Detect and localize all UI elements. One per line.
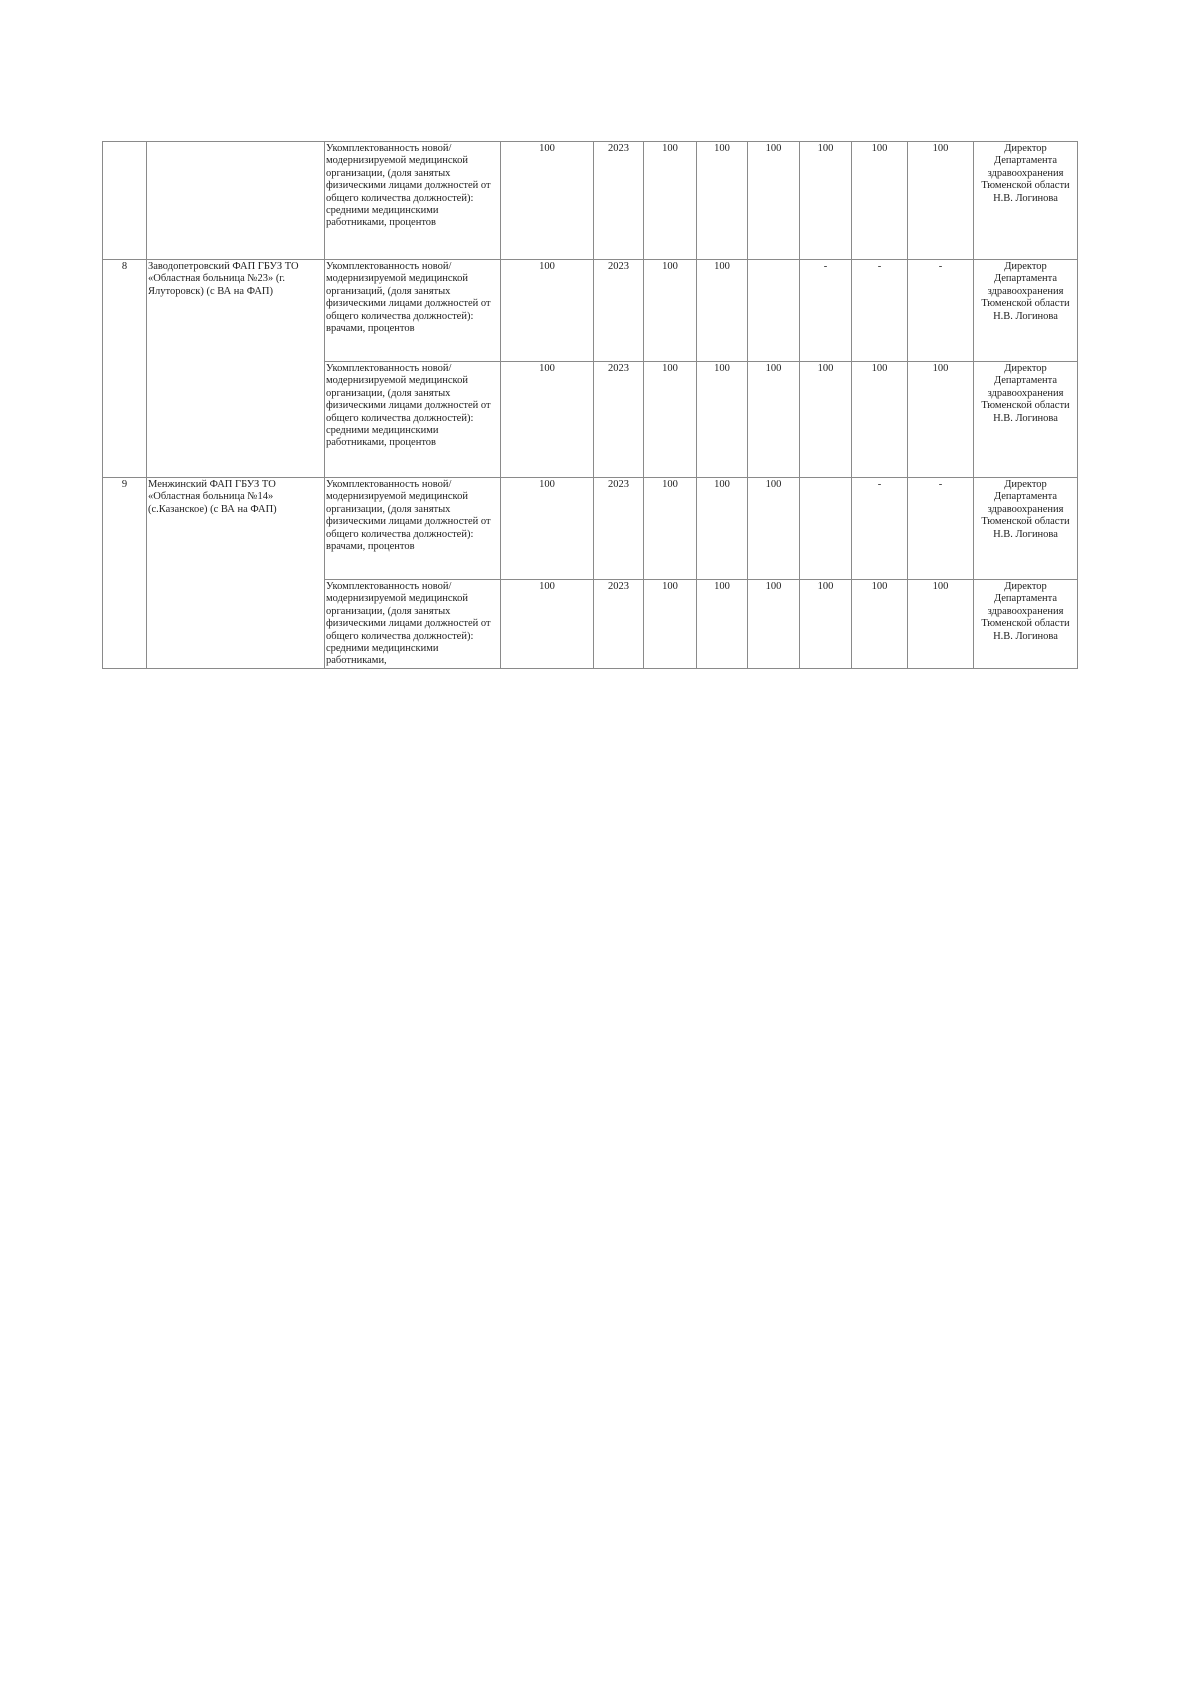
responsible-cell: Директор Департамента здравоохранения Тюменской области Н.В. Логинова	[974, 478, 1078, 580]
value-cell: 100	[908, 362, 974, 478]
responsible-cell: Директор Департамента здравоохранения Тюменской области Н.В. Логинова	[974, 260, 1078, 362]
base-value-cell: 100	[501, 142, 594, 260]
base-value-cell: 100	[501, 260, 594, 362]
value-cell: -	[852, 478, 908, 580]
responsible-cell: Директор Департамента здравоохранения Тюменской области Н.В. Логинова	[974, 362, 1078, 478]
value-cell: 100	[644, 142, 697, 260]
indicators-table	[102, 141, 1078, 669]
facility-name-cell: Заводопетровский ФАП ГБУЗ ТО «Областная больница №23» (г. Ялуторовск) (с ВА на ФАП)	[147, 260, 325, 478]
table-row	[103, 478, 1078, 580]
base-year-cell: 2023	[594, 580, 644, 669]
value-cell: 100	[748, 362, 800, 478]
indicator-cell: Укомплектованность новой/модернизируемой медицинской организации, (доля занятых физическими лицами должностей от общего количества должностей): врачами, процентов	[325, 478, 501, 580]
facility-name-cell: Менжинский ФАП ГБУЗ ТО «Областная больница №14» (с.Казанское) (с ВА на ФАП)	[147, 478, 325, 669]
value-cell: 100	[852, 580, 908, 669]
value-cell: 100	[697, 478, 748, 580]
value-cell: 100	[748, 580, 800, 669]
facility-name-cell	[147, 142, 325, 260]
value-cell: 100	[800, 580, 852, 669]
value-cell: 100	[644, 362, 697, 478]
base-value-cell: 100	[501, 362, 594, 478]
value-cell	[748, 260, 800, 362]
row-number-cell	[103, 142, 147, 260]
value-cell: 100	[852, 362, 908, 478]
value-cell: 100	[800, 362, 852, 478]
base-value-cell: 100	[501, 478, 594, 580]
value-cell: -	[800, 260, 852, 362]
value-cell: 100	[697, 142, 748, 260]
value-cell: 100	[748, 478, 800, 580]
value-cell: 100	[697, 260, 748, 362]
base-year-cell: 2023	[594, 260, 644, 362]
value-cell: 100	[800, 142, 852, 260]
value-cell: 100	[697, 362, 748, 478]
responsible-cell: Директор Департамента здравоохранения Тюменской области Н.В. Логинова	[974, 142, 1078, 260]
value-cell: 100	[908, 580, 974, 669]
responsible-cell: Директор Департамента здравоохранения Тюменской области Н.В. Логинова	[974, 580, 1078, 669]
base-year-cell: 2023	[594, 362, 644, 478]
value-cell: 100	[644, 580, 697, 669]
value-cell: 100	[852, 142, 908, 260]
value-cell	[800, 478, 852, 580]
row-number-cell: 8	[103, 260, 147, 478]
value-cell: 100	[697, 580, 748, 669]
indicator-cell: Укомплектованность новой/модернизируемой медицинской организаций, (доля занятых физическими лицами должностей от общего количества должностей): врачами, процентов	[325, 260, 501, 362]
value-cell: -	[908, 260, 974, 362]
row-number-cell: 9	[103, 478, 147, 669]
value-cell: -	[852, 260, 908, 362]
table-row	[103, 142, 1078, 260]
indicator-cell: Укомплектованность новой/модернизируемой медицинской организации, (доля занятых физическими лицами должностей от общего количества должностей): средними медицинскими работниками,	[325, 580, 501, 669]
indicator-cell: Укомплектованность новой/модернизируемой медицинской организации, (доля занятых физическими лицами должностей от общего количества должностей): средними медицинскими работниками, процентов	[325, 362, 501, 478]
value-cell: 100	[748, 142, 800, 260]
table-row	[103, 260, 1078, 362]
value-cell: -	[908, 478, 974, 580]
base-value-cell: 100	[501, 580, 594, 669]
value-cell: 100	[908, 142, 974, 260]
value-cell: 100	[644, 478, 697, 580]
base-year-cell: 2023	[594, 478, 644, 580]
indicator-cell: Укомплектованность новой/модернизируемой медицинской организации, (доля занятых физическими лицами должностей от общего количества должностей): средними медицинскими работниками, процентов	[325, 142, 501, 260]
base-year-cell: 2023	[594, 142, 644, 260]
value-cell: 100	[644, 260, 697, 362]
